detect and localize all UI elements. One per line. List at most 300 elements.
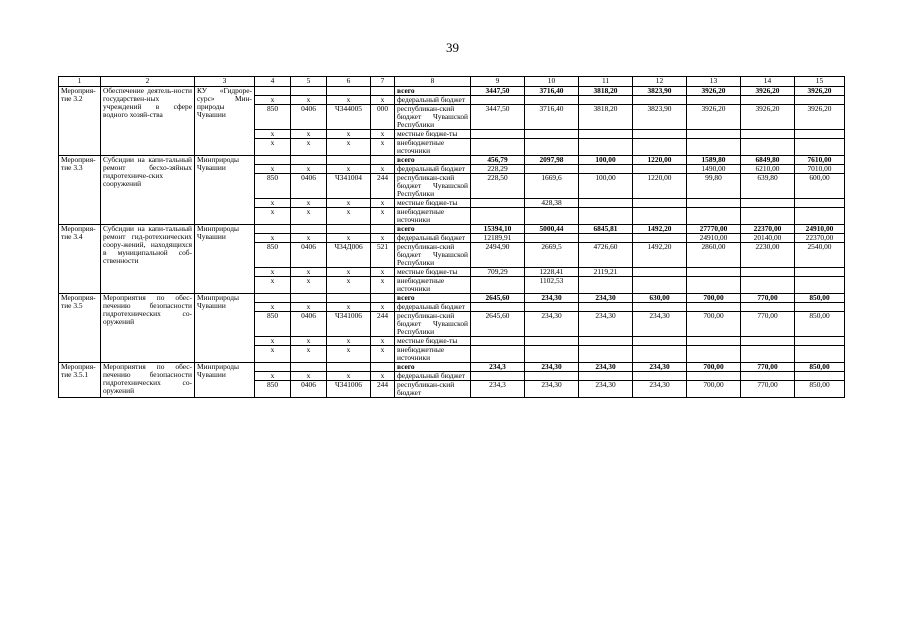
- amount-cell: 99,80: [687, 174, 741, 199]
- page-number: 39: [446, 40, 459, 55]
- amount-cell: 2119,21: [579, 268, 633, 277]
- budget-code-cell: 244: [371, 312, 395, 337]
- budget-code-cell: х: [255, 234, 291, 243]
- amount-cell: [795, 208, 845, 225]
- amount-cell: 234,30: [525, 294, 579, 303]
- amount-cell: [579, 208, 633, 225]
- table-body: [59, 77, 845, 398]
- amount-cell: [633, 268, 687, 277]
- funding-source: внебюджетные источники: [395, 208, 471, 225]
- budget-code-cell: х: [371, 303, 395, 312]
- budget-code-cell: 850: [255, 174, 291, 199]
- amount-cell: [633, 208, 687, 225]
- amount-cell: 1490,00: [687, 165, 741, 174]
- amount-cell: [741, 372, 795, 381]
- amount-cell: 3716,40: [525, 105, 579, 130]
- event-row: [59, 363, 845, 372]
- budget-code-cell: х: [327, 130, 371, 139]
- funding-source: федеральный бюджет: [395, 234, 471, 243]
- event-row: [59, 156, 845, 165]
- amount-cell: 3716,40: [525, 87, 579, 96]
- amount-cell: [471, 346, 525, 363]
- event-name: Обеспечение деятель-ности государствен-ных учреждений в сфере водного хозяй-ства: [101, 87, 195, 156]
- amount-cell: [579, 165, 633, 174]
- amount-cell: 3926,20: [795, 105, 845, 130]
- funding-source: всего: [395, 294, 471, 303]
- budget-code-cell: х: [255, 337, 291, 346]
- amount-cell: [633, 234, 687, 243]
- funding-source: внебюджетные источники: [395, 346, 471, 363]
- amount-cell: [687, 303, 741, 312]
- amount-cell: 24910,00: [795, 225, 845, 234]
- amount-cell: 850,00: [795, 363, 845, 372]
- budget-code-cell: х: [327, 277, 371, 294]
- budget-code-cell: [255, 363, 291, 372]
- budget-code-cell: х: [327, 372, 371, 381]
- funding-source: республикан-ский бюджет Чувашской Республики: [395, 243, 471, 268]
- amount-cell: [633, 130, 687, 139]
- budget-code-cell: Ч341006: [327, 312, 371, 337]
- funding-source: федеральный бюджет: [395, 165, 471, 174]
- event-id: Мероприя-тие 3.3: [59, 156, 101, 225]
- column-number: 7: [371, 77, 395, 87]
- amount-cell: [525, 372, 579, 381]
- amount-cell: 234,30: [633, 363, 687, 372]
- amount-cell: 700,00: [687, 381, 741, 398]
- budget-code-cell: х: [291, 234, 327, 243]
- column-number: 2: [101, 77, 195, 87]
- amount-cell: 234,30: [525, 363, 579, 372]
- budget-code-cell: х: [327, 268, 371, 277]
- amount-cell: 27770,00: [687, 225, 741, 234]
- budget-code-cell: [327, 156, 371, 165]
- amount-cell: 234,30: [525, 381, 579, 398]
- amount-cell: [471, 199, 525, 208]
- budget-code-cell: х: [255, 208, 291, 225]
- budget-code-cell: 244: [371, 381, 395, 398]
- amount-cell: 3926,20: [795, 87, 845, 96]
- event-id: Мероприя-тие 3.5.1: [59, 363, 101, 398]
- budget-code-cell: х: [255, 199, 291, 208]
- amount-cell: [471, 139, 525, 156]
- amount-cell: [525, 165, 579, 174]
- budget-code-cell: х: [327, 346, 371, 363]
- amount-cell: 234,3: [471, 381, 525, 398]
- amount-cell: [741, 139, 795, 156]
- amount-cell: [633, 303, 687, 312]
- funding-source: местные бюдже-ты: [395, 268, 471, 277]
- budget-code-cell: х: [291, 165, 327, 174]
- column-number: 12: [633, 77, 687, 87]
- amount-cell: 3926,20: [741, 105, 795, 130]
- event-row: [59, 87, 845, 96]
- budget-code-cell: 244: [371, 174, 395, 199]
- amount-cell: 850,00: [795, 381, 845, 398]
- amount-cell: [579, 303, 633, 312]
- budget-code-cell: х: [371, 372, 395, 381]
- funding-source: республикан-ский бюджет: [395, 381, 471, 398]
- amount-cell: [525, 234, 579, 243]
- amount-cell: [471, 303, 525, 312]
- amount-cell: 3818,20: [579, 105, 633, 130]
- funding-source: внебюджетные источники: [395, 277, 471, 294]
- budget-code-cell: х: [327, 199, 371, 208]
- column-number: 10: [525, 77, 579, 87]
- amount-cell: 1220,00: [633, 174, 687, 199]
- budget-code-cell: х: [255, 268, 291, 277]
- budget-code-cell: х: [371, 268, 395, 277]
- budget-code-cell: 521: [371, 243, 395, 268]
- amount-cell: 3926,20: [687, 105, 741, 130]
- event-name: Субсидии на капи-тальный ремонт гид-ротехнических соору-жений, находящихся в муниципальной соб-ственности: [101, 225, 195, 294]
- event-id: Мероприя-тие 3.5: [59, 294, 101, 363]
- column-number: 11: [579, 77, 633, 87]
- budget-code-cell: [327, 363, 371, 372]
- amount-cell: [741, 208, 795, 225]
- budget-code-cell: х: [327, 234, 371, 243]
- amount-cell: 2669,5: [525, 243, 579, 268]
- amount-cell: 6849,80: [741, 156, 795, 165]
- amount-cell: 3818,20: [579, 87, 633, 96]
- amount-cell: [633, 372, 687, 381]
- budget-code-cell: х: [371, 96, 395, 105]
- amount-cell: [795, 139, 845, 156]
- amount-cell: [525, 303, 579, 312]
- amount-cell: 1492,20: [633, 225, 687, 234]
- budget-code-cell: 0406: [291, 381, 327, 398]
- amount-cell: 6210,00: [741, 165, 795, 174]
- event-executor: КУ «Гидроре-сурс» Мин-природы Чувашии: [195, 87, 255, 156]
- budget-code-cell: 0406: [291, 312, 327, 337]
- amount-cell: 1228,41: [525, 268, 579, 277]
- amount-cell: 700,00: [687, 363, 741, 372]
- budget-code-cell: х: [371, 337, 395, 346]
- budget-code-cell: х: [291, 268, 327, 277]
- budget-code-cell: х: [255, 139, 291, 156]
- budget-code-cell: [255, 156, 291, 165]
- budget-code-cell: х: [291, 208, 327, 225]
- budget-code-cell: Ч341004: [327, 174, 371, 199]
- amount-cell: [525, 208, 579, 225]
- amount-cell: 700,00: [687, 312, 741, 337]
- funding-source: федеральный бюджет: [395, 372, 471, 381]
- amount-cell: 2097,98: [525, 156, 579, 165]
- column-numbers-row: [59, 77, 845, 87]
- budget-code-cell: [371, 87, 395, 96]
- amount-cell: [471, 208, 525, 225]
- amount-cell: 234,30: [525, 312, 579, 337]
- budget-code-cell: х: [371, 234, 395, 243]
- column-number: 13: [687, 77, 741, 87]
- amount-cell: [687, 277, 741, 294]
- amount-cell: [633, 96, 687, 105]
- amount-cell: 3447,50: [471, 105, 525, 130]
- budget-code-cell: х: [371, 165, 395, 174]
- amount-cell: [795, 303, 845, 312]
- event-row: [59, 225, 845, 234]
- column-number: 1: [59, 77, 101, 87]
- amount-cell: 2645,60: [471, 312, 525, 337]
- amount-cell: 20140,00: [741, 234, 795, 243]
- amount-cell: [795, 346, 845, 363]
- budget-code-cell: х: [255, 303, 291, 312]
- amount-cell: 5000,44: [525, 225, 579, 234]
- budget-code-cell: х: [291, 96, 327, 105]
- amount-cell: [741, 199, 795, 208]
- amount-cell: 234,3: [471, 363, 525, 372]
- budget-code-cell: Ч34Д006: [327, 243, 371, 268]
- amount-cell: [741, 130, 795, 139]
- budget-code-cell: [371, 156, 395, 165]
- amount-cell: 2494,90: [471, 243, 525, 268]
- amount-cell: [687, 96, 741, 105]
- budget-code-cell: [291, 225, 327, 234]
- column-number: 5: [291, 77, 327, 87]
- amount-cell: 2230,00: [741, 243, 795, 268]
- funding-source: внебюджетные источники: [395, 139, 471, 156]
- budget-code-cell: Ч344005: [327, 105, 371, 130]
- amount-cell: [471, 96, 525, 105]
- funding-source: местные бюдже-ты: [395, 130, 471, 139]
- column-number: 8: [395, 77, 471, 87]
- budget-code-cell: 0406: [291, 174, 327, 199]
- funding-source: всего: [395, 156, 471, 165]
- amount-cell: 600,00: [795, 174, 845, 199]
- amount-cell: 630,00: [633, 294, 687, 303]
- amount-cell: 234,30: [633, 381, 687, 398]
- funding-source: федеральный бюджет: [395, 303, 471, 312]
- budget-code-cell: х: [291, 139, 327, 156]
- funding-source: всего: [395, 87, 471, 96]
- budget-code-cell: х: [327, 208, 371, 225]
- amount-cell: [633, 337, 687, 346]
- amount-cell: [741, 268, 795, 277]
- amount-cell: 2645,60: [471, 294, 525, 303]
- amount-cell: 2540,00: [795, 243, 845, 268]
- amount-cell: 3926,20: [741, 87, 795, 96]
- budget-code-cell: х: [291, 346, 327, 363]
- event-row: [59, 294, 845, 303]
- budget-code-cell: х: [291, 277, 327, 294]
- budget-code-cell: х: [371, 139, 395, 156]
- budget-code-cell: [371, 294, 395, 303]
- amount-cell: 4726,60: [579, 243, 633, 268]
- budget-code-cell: 850: [255, 105, 291, 130]
- amount-cell: 770,00: [741, 312, 795, 337]
- amount-cell: 709,29: [471, 268, 525, 277]
- amount-cell: [633, 346, 687, 363]
- amount-cell: 639,80: [741, 174, 795, 199]
- budget-code-cell: х: [327, 337, 371, 346]
- budget-code-cell: х: [255, 372, 291, 381]
- event-executor: Минприроды Чувашии: [195, 156, 255, 225]
- amount-cell: 234,30: [579, 363, 633, 372]
- budget-code-cell: [291, 87, 327, 96]
- amount-cell: [579, 96, 633, 105]
- amount-cell: [795, 268, 845, 277]
- funding-source: республикан-ский бюджет Чувашской Республики: [395, 312, 471, 337]
- budget-code-cell: 850: [255, 381, 291, 398]
- amount-cell: [579, 139, 633, 156]
- budget-code-cell: х: [255, 130, 291, 139]
- funding-source: местные бюдже-ты: [395, 199, 471, 208]
- amount-cell: [471, 372, 525, 381]
- amount-cell: 1492,20: [633, 243, 687, 268]
- amount-cell: 3823,90: [633, 87, 687, 96]
- amount-cell: [795, 96, 845, 105]
- amount-cell: [525, 130, 579, 139]
- budget-code-cell: [291, 363, 327, 372]
- amount-cell: 1102,53: [525, 277, 579, 294]
- amount-cell: 428,38: [525, 199, 579, 208]
- event-name: Мероприятия по обес-печению безопасности гидротехнических со-оружений: [101, 363, 195, 398]
- budget-code-cell: х: [291, 372, 327, 381]
- column-number: 14: [741, 77, 795, 87]
- budget-code-cell: х: [371, 208, 395, 225]
- amount-cell: [579, 372, 633, 381]
- funding-source: республикан-ский бюджет Чувашской Республики: [395, 105, 471, 130]
- amount-cell: [471, 130, 525, 139]
- amount-cell: [795, 277, 845, 294]
- amount-cell: [795, 199, 845, 208]
- amount-cell: [795, 372, 845, 381]
- amount-cell: [579, 346, 633, 363]
- column-number: 15: [795, 77, 845, 87]
- column-number: 6: [327, 77, 371, 87]
- amount-cell: 3926,20: [687, 87, 741, 96]
- amount-cell: 234,30: [579, 294, 633, 303]
- amount-cell: 234,30: [579, 381, 633, 398]
- amount-cell: 6845,81: [579, 225, 633, 234]
- amount-cell: 1669,6: [525, 174, 579, 199]
- amount-cell: [471, 337, 525, 346]
- amount-cell: [687, 337, 741, 346]
- amount-cell: [741, 337, 795, 346]
- amount-cell: [579, 277, 633, 294]
- amount-cell: 1220,00: [633, 156, 687, 165]
- amount-cell: 234,30: [633, 312, 687, 337]
- budget-code-cell: х: [291, 199, 327, 208]
- budget-code-cell: [255, 225, 291, 234]
- budget-code-cell: [371, 225, 395, 234]
- amount-cell: [795, 130, 845, 139]
- budget-code-cell: х: [327, 303, 371, 312]
- amount-cell: 228,29: [471, 165, 525, 174]
- budget-code-cell: х: [327, 165, 371, 174]
- column-number: 9: [471, 77, 525, 87]
- budget-code-cell: [255, 294, 291, 303]
- budget-code-cell: х: [371, 199, 395, 208]
- column-number: 4: [255, 77, 291, 87]
- amount-cell: [687, 199, 741, 208]
- funding-source: местные бюдже-ты: [395, 337, 471, 346]
- amount-cell: 770,00: [741, 363, 795, 372]
- budget-code-cell: х: [291, 337, 327, 346]
- amount-cell: 228,50: [471, 174, 525, 199]
- event-executor: Минприроды Чувашии: [195, 363, 255, 398]
- funding-source: всего: [395, 225, 471, 234]
- amount-cell: 100,00: [579, 174, 633, 199]
- budget-code-cell: х: [255, 165, 291, 174]
- amount-cell: 15394,10: [471, 225, 525, 234]
- budget-code-cell: [291, 294, 327, 303]
- amount-cell: 24910,00: [687, 234, 741, 243]
- amount-cell: 2860,00: [687, 243, 741, 268]
- amount-cell: [633, 199, 687, 208]
- budget-code-cell: 000: [371, 105, 395, 130]
- amount-cell: [687, 208, 741, 225]
- amount-cell: [795, 337, 845, 346]
- event-name: Мероприятия по обес-печению безопасности гидротехнических со-оружений: [101, 294, 195, 363]
- amount-cell: 770,00: [741, 381, 795, 398]
- budget-code-cell: х: [291, 303, 327, 312]
- budget-code-cell: 0406: [291, 243, 327, 268]
- budget-code-cell: 0406: [291, 105, 327, 130]
- amount-cell: [687, 346, 741, 363]
- budget-code-cell: х: [255, 346, 291, 363]
- amount-cell: [633, 277, 687, 294]
- amount-cell: 770,00: [741, 294, 795, 303]
- funding-source: республикан-ский бюджет Чувашской Республики: [395, 174, 471, 199]
- amount-cell: 234,30: [579, 312, 633, 337]
- amount-cell: [579, 199, 633, 208]
- amount-cell: [741, 346, 795, 363]
- amount-cell: 456,79: [471, 156, 525, 165]
- budget-code-cell: [327, 225, 371, 234]
- budget-code-cell: х: [327, 96, 371, 105]
- amount-cell: 850,00: [795, 312, 845, 337]
- budget-code-cell: [255, 87, 291, 96]
- funding-source: федеральный бюджет: [395, 96, 471, 105]
- amount-cell: [579, 130, 633, 139]
- budget-code-cell: х: [371, 130, 395, 139]
- budget-code-cell: [291, 156, 327, 165]
- amount-cell: 7610,00: [795, 156, 845, 165]
- amount-cell: [633, 139, 687, 156]
- budget-code-cell: [327, 87, 371, 96]
- event-executor: Минприроды Чувашии: [195, 225, 255, 294]
- amount-cell: 3823,90: [633, 105, 687, 130]
- event-name: Субсидии на капи-тальный ремонт бесхо-зяйных гидротехниче-ских сооружений: [101, 156, 195, 225]
- budget-code-cell: х: [371, 346, 395, 363]
- budget-code-cell: 850: [255, 312, 291, 337]
- amount-cell: [633, 165, 687, 174]
- budget-table: [58, 76, 845, 398]
- amount-cell: [579, 337, 633, 346]
- amount-cell: [525, 96, 579, 105]
- amount-cell: [687, 372, 741, 381]
- amount-cell: [687, 268, 741, 277]
- event-id: Мероприя-тие 3.2: [59, 87, 101, 156]
- amount-cell: [687, 139, 741, 156]
- amount-cell: 3447,50: [471, 87, 525, 96]
- column-number: 3: [195, 77, 255, 87]
- amount-cell: 1589,80: [687, 156, 741, 165]
- budget-code-cell: Ч341006: [327, 381, 371, 398]
- amount-cell: [525, 139, 579, 156]
- amount-cell: 100,00: [579, 156, 633, 165]
- budget-code-cell: х: [255, 277, 291, 294]
- amount-cell: 700,00: [687, 294, 741, 303]
- budget-code-cell: [371, 363, 395, 372]
- amount-cell: [525, 346, 579, 363]
- amount-cell: [741, 303, 795, 312]
- event-executor: Минприроды Чувашии: [195, 294, 255, 363]
- amount-cell: [741, 96, 795, 105]
- budget-code-cell: х: [371, 277, 395, 294]
- amount-cell: 850,00: [795, 294, 845, 303]
- budget-code-cell: 850: [255, 243, 291, 268]
